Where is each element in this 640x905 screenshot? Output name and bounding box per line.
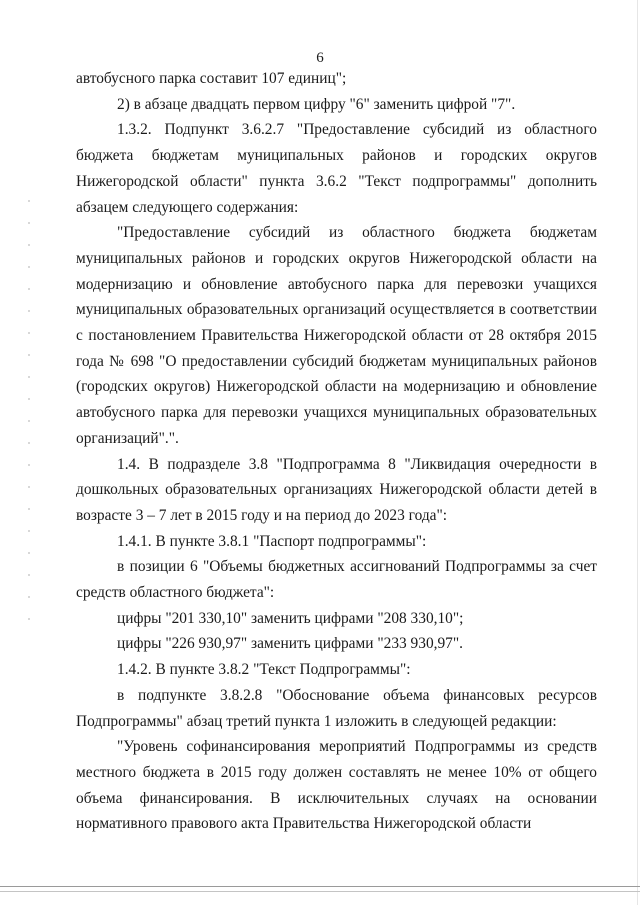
paragraph-replace-1: цифры "201 330,10" заменить цифрами "208 330,10"; bbox=[117, 609, 464, 627]
paragraph-continuation: автобусного парка составит 107 единиц"; bbox=[76, 70, 347, 87]
paragraph-1-4-2: 1.4.2. В пункте 3.8.2 "Текст Подпрограммы": bbox=[117, 661, 411, 679]
scan-artifact-dots bbox=[28, 200, 30, 620]
page-number: 6 bbox=[316, 50, 324, 66]
paragraph-1-4-1: 1.4.1. В пункте 3.8.1 "Паспорт подпрограммы": bbox=[117, 532, 427, 550]
paragraph-cofinancing: "Уровень софинансирования мероприятий Подпрограммы из средств местного бюджета в 2015 году должен составлять не менее 10% от общего объема финансирования. В исключительных случаях на основании нормативного правового акта Правительства Нижегородской области bbox=[76, 738, 597, 833]
scan-artifact-edge bbox=[637, 0, 638, 905]
paragraph-position-6: в позиции 6 "Объемы бюджетных ассигнований Подпрограммы за счет средств областного бюджета": bbox=[76, 558, 597, 602]
scan-artifact-line bbox=[0, 886, 640, 887]
paragraph-replace-2: цифры "226 930,97" заменить цифрами "233 930,97". bbox=[117, 635, 464, 653]
paragraph-1-4: 1.4. В подразделе 3.8 "Подпрограмма 8 "Ликвидация очередности в дошкольных образовательных организациях Нижегородской области детей в возрасте 3 – 7 лет в 2015 году и на период до 2023 года": bbox=[76, 455, 597, 524]
document-body bbox=[76, 66, 597, 837]
paragraph-subpoint-3-8-2-8: в подпункте 3.8.2.8 "Обоснование объема финансовых ресурсов Подпрограммы" абзац третий пункта 1 изложить в следующей редакции: bbox=[76, 686, 597, 730]
paragraph-1-3-2: 1.3.2. Подпункт 3.6.2.7 "Предоставление субсидий из областного бюджета бюджетам муниципальных районов и городских округов Нижегородской области" пункта 3.6.2 "Текст подпрограммы" дополнить абзацем следующего содержания: bbox=[76, 121, 597, 216]
paragraph-item-2: 2) в абзаце двадцать первом цифру "6" заменить цифрой "7". bbox=[117, 95, 516, 113]
paragraph-quoted-addition: "Предоставление субсидий из областного бюджета бюджетам муниципальных районов и городских округов Нижегородской области на модернизацию и обновление автобусного парка для перевозки учащихся муниципальных образовательных организаций осуществляется в соответствии с постановлением Правительства Нижегородской области от 28 октября 2015 года № 698 "О предоставлении субсидий бюджетам муниципальных районов (городских округов) Нижегородской области на модернизацию и обновление автобусного парка для перевозки учащихся муниципальных образовательных организаций".". bbox=[76, 224, 597, 447]
scan-artifact-line bbox=[0, 891, 640, 892]
